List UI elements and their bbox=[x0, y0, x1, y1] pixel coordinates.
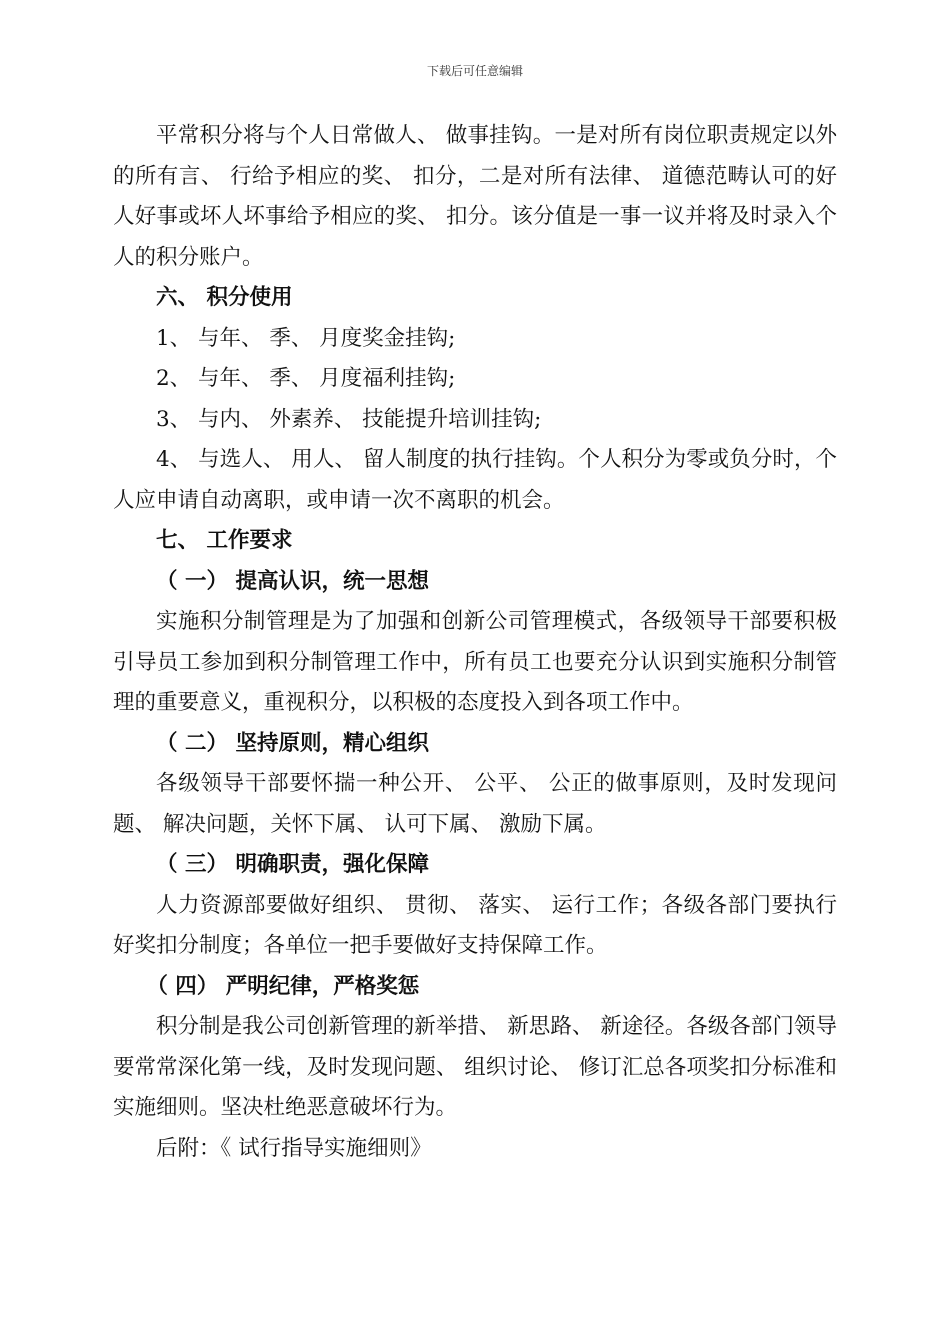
subheading-adhere-principles: （ 二） 坚持原则，精心组织 bbox=[156, 730, 429, 756]
paragraph-clarify-duties: 人力资源部要做好组织、 贯彻、 落实、 运行工作；各级各部门要执行好奖扣分制度；各单位一把手要做好支持保障工作。 bbox=[113, 892, 837, 958]
list-item-personnel: 4、 与选人、 用人、 留人制度的执行挂钩。个人积分为零或负分时，个人应申请自动离职，或申请一次不离职的机会。 bbox=[113, 447, 837, 513]
appendix-note: 后附：《 试行指导实施细则》 bbox=[156, 1135, 432, 1161]
subheading-clarify-duties: （ 三） 明确职责，强化保障 bbox=[156, 852, 429, 877]
document-body bbox=[113, 116, 837, 1169]
list-item-bonus: 1、 与年、 季、 月度奖金挂钩; bbox=[156, 325, 456, 351]
paragraph-strict-discipline: 积分制是我公司创新管理的新举措、 新思路、 新途径。各级各部门领导要常常深化第一线，及时发现问题、 组织讨论、 修订汇总各项奖扣分标准和实施细则。坚决杜绝恶意破坏行为。 bbox=[113, 1014, 837, 1120]
section-heading-work-requirements: 七、 工作要求 bbox=[156, 528, 293, 553]
list-item-welfare: 2、 与年、 季、 月度福利挂钩; bbox=[156, 366, 456, 391]
subheading-raise-awareness: （ 一） 提高认识，统一思想 bbox=[156, 568, 429, 594]
page-header-note: 下载后可任意编辑 bbox=[426, 64, 523, 78]
list-item-training: 3、 与内、 外素养、 技能提升培训挂钩; bbox=[156, 406, 542, 432]
subheading-strict-discipline: （ 四） 严明纪律，严格奖惩 bbox=[146, 973, 420, 999]
section-heading-points-usage: 六、 积分使用 bbox=[156, 285, 293, 310]
paragraph-daily-points: 平常积分将与个人日常做人、 做事挂钩。一是对所有岗位职责规定以外的所有言、 行给予相应的奖、 扣分，二是对所有法律、 道德范畴认可的好人好事或坏人坏事给予相应的奖、 扣分。该分值是一事一议并将及时录入个人的积分账户。 bbox=[113, 123, 837, 270]
paragraph-adhere-principles: 各级领导干部要怀揣一种公开、 公平、 公正的做事原则，及时发现问题、 解决问题，关怀下属、 认可下属、 激励下属。 bbox=[113, 771, 837, 837]
paragraph-raise-awareness: 实施积分制管理是为了加强和创新公司管理模式，各级领导干部要积极引导员工参加到积分制管理工作中，所有员工也要充分认识到实施积分制管理的重要意义，重视积分，以积极的态度投入到各项工作中。 bbox=[113, 609, 837, 715]
